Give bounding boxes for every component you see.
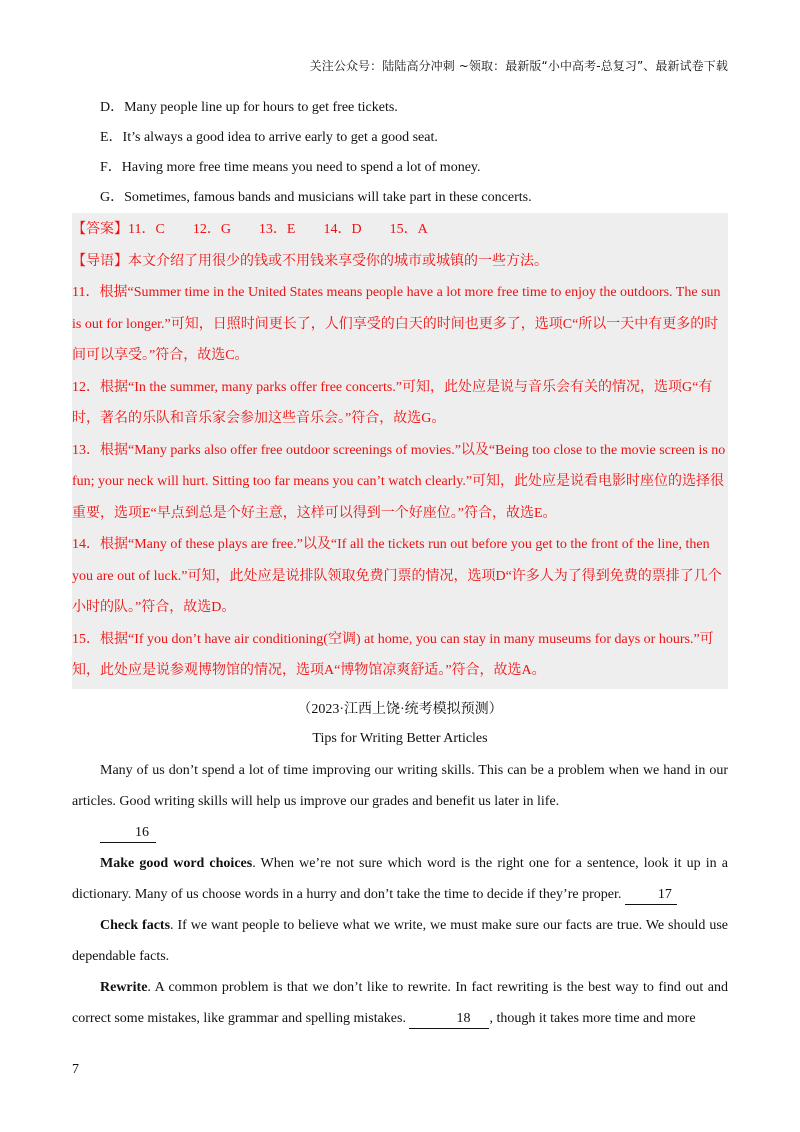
page-header: 关注公众号：陆陆高分冲刺 ~领取：最新版“小中高考-总复习”、最新试卷下载 xyxy=(309,59,728,73)
check-facts-text: . If we want people to believe what we write, we must make sure our facts are true. We should use dependable facts. xyxy=(72,917,728,964)
blank-16-line xyxy=(72,817,728,848)
passage-title: Tips for Writing Better Articles xyxy=(312,730,488,746)
paragraph-word-choices xyxy=(72,848,728,910)
rewrite-text: . A common problem is that we don’t like to rewrite. In fact rewriting is the best way to find out and correct some mistakes, like grammar and spelling mistakes. xyxy=(72,979,728,1026)
word-choices-text: . When we’re not sure which word is the right one for a sentence, look it up in a dictionary. Many of us choose words in a hurry and don’t take the time to decide if they’re proper. xyxy=(72,855,728,902)
blank-18: 18 xyxy=(409,1010,489,1029)
option-f: F．Having more free time means you need to spend a lot of money. xyxy=(100,160,481,175)
option-e: E．It’s always a good idea to arrive early to get a good seat. xyxy=(100,130,438,145)
guide-line: 【导语】本文介绍了用很少的钱或不用钱来享受你的城市或城镇的一些方法。 xyxy=(72,253,548,269)
explanation-15: 15．根据“If you don’t have air conditioning(空调) at home, you can stay in many museums for days or hours.”可知，此处应是说参观博物馆的情况，选项A“博物馆凉爽舒适。”符合，故选A。 xyxy=(72,631,714,678)
heading-word-choices: Make good word choices xyxy=(100,855,253,871)
blank-17: 17 xyxy=(625,886,677,905)
option-g: G．Sometimes, famous bands and musicians will take part in these concerts. xyxy=(100,190,532,205)
blank-16: 16 xyxy=(100,824,156,843)
heading-check-facts: Check facts xyxy=(100,917,171,933)
answer-line: 【答案】11．C 12．G 13．E 14．D 15．A xyxy=(72,222,428,237)
explanation-12: 12．根据“In the summer, many parks offer free concerts.”可知，此处应是说与音乐会有关的情况，选项G“有时，著名的乐队和音乐家会参加这些音乐会。”符合，故选G。 xyxy=(72,379,713,426)
explanation-14: 14．根据“Many of these plays are free.”以及“If all the tickets run out before you get to the front of the line, then you are out of luck.”可知，此处应是说排队领取免费门票的情况，选项D“许多人为了得到免费的票排了几个小时的队。”符合，故选D。 xyxy=(72,537,722,615)
explanation-13: 13．根据“Many parks also offer free outdoor screenings of movies.”以及“Being too close to the movie screen is no fun; your neck will hurt. Sitting too far means you can’t watch clearly.”可知，此处应是说看电影时座位的选择很重要，选项E“早点到总是个好主意，这样可以得到一个好座位。”符合，故选E。 xyxy=(72,442,726,521)
paragraph-check-facts xyxy=(72,910,728,972)
explanation-11: 11．根据“Summer time in the United States means people have a lot more free time to enjoy the outdoors. The sun is out for longer.”可知，日照时间更长了，人们享受的白天的时间也更多了，选项C“所以一天中有更多的时间可以享受。”符合，故选C。 xyxy=(72,285,721,363)
answer-block xyxy=(72,213,728,689)
paragraph-rewrite xyxy=(72,972,728,1034)
source-line: （2023·江西上饶·统考模拟预测） xyxy=(297,701,503,717)
heading-rewrite: Rewrite xyxy=(100,979,148,995)
rewrite-tail: , though it takes more time and more xyxy=(489,1010,696,1026)
intro-paragraph: Many of us don’t spend a lot of time improving our writing skills. This can be a problem when we hand in our articles. Good writing skills will help us improve our grades and benefit us later in life. xyxy=(72,762,728,809)
option-d: D．Many people line up for hours to get free tickets. xyxy=(100,100,398,115)
page-content xyxy=(72,93,728,1034)
page-number: 7 xyxy=(72,1062,79,1077)
